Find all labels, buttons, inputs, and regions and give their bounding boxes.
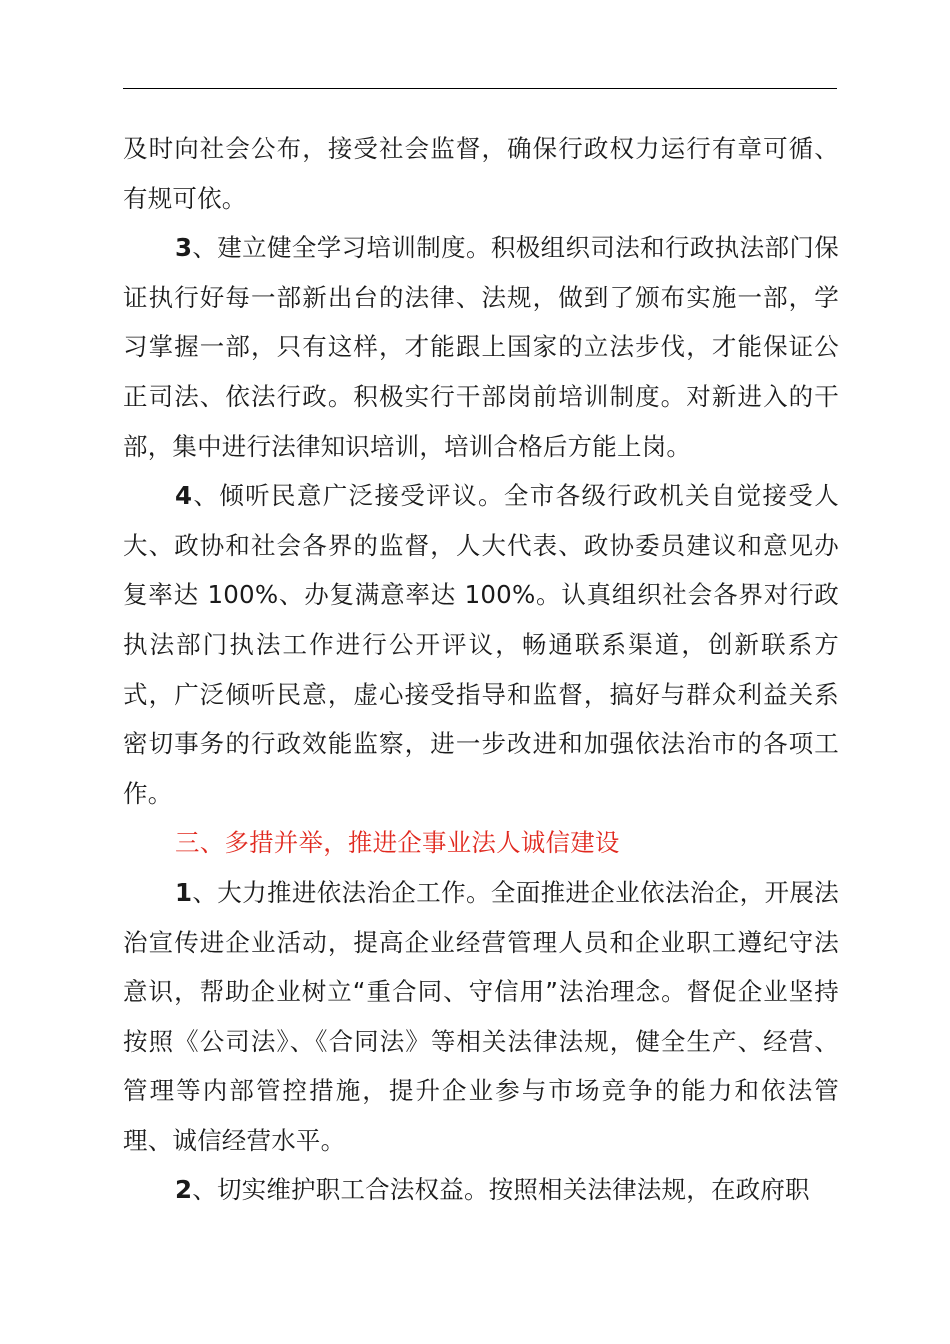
item-number: 1 — [175, 877, 193, 907]
paragraph-text: 、倾听民意广泛接受评议。全市各级行政机关自觉接受人大、政协和社会各界的监督，人大代表、政协委员建议和意见办复率达 100%、办复满意率达 100%。认真组织社会各界对行政执法部门执法工作进行公开评议，畅通联系渠道，创新联系方式，广泛倾听民意，虚心接受指导和监督，搞好与群众利益关系密切事务的行政效能监察，进一步改进和加强依法治市的各项工作。 — [123, 481, 839, 808]
paragraph-continuation: 及时向社会公布，接受社会监督，确保行政权力运行有章可循、有规可依。 — [123, 134, 839, 213]
item-number: 2 — [175, 1175, 193, 1205]
paragraph-text: 、切实维护职工合法权益。按照相关法律法规，在政府职 — [192, 1175, 810, 1205]
paragraph-item-4 — [123, 471, 839, 818]
paragraph-item-3 — [123, 223, 839, 471]
paragraph-text: 、建立健全学习培训制度。积极组织司法和行政执法部门保证执行好每一部新出台的法律、法规，做到了颁布实施一部，学习掌握一部，只有这样，才能跟上国家的立法步伐，才能保证公正司法、依法行政。积极实行干部岗前培训制度。对新进入的干部，集中进行法律知识培训，培训合格后方能上岗。 — [123, 233, 839, 461]
paragraph-item-2 — [123, 1165, 839, 1215]
header-rule — [123, 88, 837, 89]
item-number: 3 — [175, 233, 193, 263]
section-heading: 三、多措并举，推进企事业法人诚信建设 — [175, 828, 620, 858]
paragraph-text: 、大力推进依法治企工作。全面推进企业依法治企，开展法治宣传进企业活动，提高企业经营管理人员和企业职工遵纪守法意识，帮助企业树立“重合同、守信用”法治理念。督促企业坚持按照《公司法》、《合同法》等相关法律法规，健全生产、经营、管理等内部管控措施，提升企业参与市场竞争的能力和依法管理、诚信经营水平。 — [123, 877, 839, 1155]
item-number: 4 — [175, 481, 193, 511]
paragraph-item-1 — [123, 868, 839, 1166]
document-body — [123, 124, 839, 1215]
